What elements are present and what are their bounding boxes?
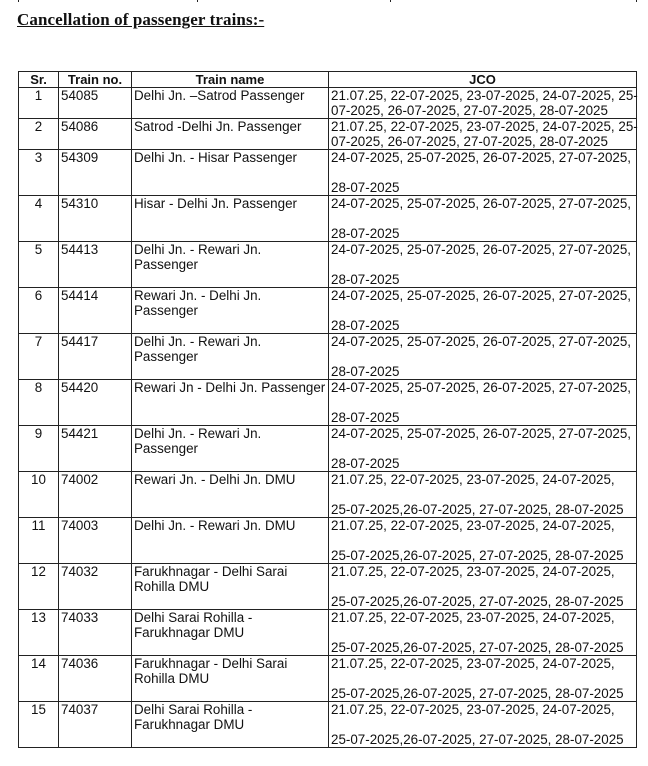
table-row [19,288,637,334]
table-row [19,426,637,472]
cell-sr: 12 [19,564,59,610]
jco-line: 21.07.25, 22-07-2025, 23-07-2025, 24-07-2025, [331,564,615,579]
cell-sr: 4 [19,196,59,242]
table-row [19,334,637,380]
cell-jco [329,380,637,426]
jco-line: 24-07-2025, 25-07-2025, 26-07-2025, 27-07-2025, [331,150,632,165]
table-row [19,119,637,150]
cell-train-no: 74002 [59,472,132,518]
cell-jco [329,334,637,380]
cell-jco [329,88,637,119]
jco-line: 24-07-2025, 25-07-2025, 26-07-2025, 27-07-2025, [331,288,632,303]
cell-jco [329,564,637,610]
jco-line: 25-07-2025,26-07-2025, 27-07-2025, 28-07-2025 [331,686,624,701]
cell-sr: 5 [19,242,59,288]
jco-line: 21.07.25, 22-07-2025, 23-07-2025, 24-07-2025, [331,472,615,487]
table-row [19,656,637,702]
jco-line: 07-2025, 26-07-2025, 27-07-2025, 28-07-2025 [331,103,608,118]
cell-train-name: Farukhnagar - Delhi Sarai Rohilla DMU [132,564,329,610]
page-heading: Cancellation of passenger trains:- [17,10,265,29]
cell-train-no: 54086 [59,119,132,150]
jco-line: 24-07-2025, 25-07-2025, 26-07-2025, 27-07-2025, [331,242,632,257]
cell-train-no: 54417 [59,334,132,380]
cell-train-name: Hisar - Delhi Jn. Passenger [132,196,329,242]
jco-line: 21.07.25, 22-07-2025, 23-07-2025, 24-07-2025, [331,656,615,671]
cell-train-name: Delhi Jn. - Rewari Jn. DMU [132,518,329,564]
cell-train-name: Farukhnagar - Delhi Sarai Rohilla DMU [132,656,329,702]
cell-train-name: Rewari Jn. - Delhi Jn. Passenger [132,288,329,334]
cell-sr: 8 [19,380,59,426]
table-header-row [19,72,637,88]
cell-train-name: Delhi Jn. - Rewari Jn. Passenger [132,426,329,472]
jco-line: 25-07-2025,26-07-2025, 27-07-2025, 28-07-2025 [331,640,624,655]
jco-line: 25-07-2025,26-07-2025, 27-07-2025, 28-07-2025 [331,548,624,563]
previous-table-edge [0,0,648,2]
jco-line: 21.07.25, 22-07-2025, 23-07-2025, 24-07-2025, 25- [331,88,638,103]
cell-jco [329,119,637,150]
cell-train-no: 74032 [59,564,132,610]
cell-jco [329,610,637,656]
cell-train-name: Satrod -Delhi Jn. Passenger [132,119,329,150]
cell-sr: 14 [19,656,59,702]
jco-line: 21.07.25, 22-07-2025, 23-07-2025, 24-07-2025, 25- [331,119,638,134]
jco-line: 28-07-2025 [331,180,400,195]
cell-train-no: 74036 [59,656,132,702]
cell-jco [329,518,637,564]
cell-sr: 3 [19,150,59,196]
table-row [19,610,637,656]
cell-train-name: Delhi Sarai Rohilla - Farukhnagar DMU [132,610,329,656]
table-row [19,702,637,748]
cell-jco [329,426,637,472]
cell-train-name: Delhi Jn. - Hisar Passenger [132,150,329,196]
cell-sr: 13 [19,610,59,656]
cell-jco [329,196,637,242]
jco-line: 25-07-2025,26-07-2025, 27-07-2025, 28-07-2025 [331,502,624,517]
cell-jco [329,150,637,196]
cell-sr: 7 [19,334,59,380]
jco-line: 24-07-2025, 25-07-2025, 26-07-2025, 27-07-2025, [331,196,632,211]
jco-line: 07-2025, 26-07-2025, 27-07-2025, 28-07-2025 [331,134,608,149]
header-jco: JCO [329,72,637,88]
cell-jco [329,242,637,288]
table-row [19,150,637,196]
jco-line: 24-07-2025, 25-07-2025, 26-07-2025, 27-07-2025, [331,426,632,441]
cell-train-no: 54421 [59,426,132,472]
jco-line: 21.07.25, 22-07-2025, 23-07-2025, 24-07-2025, [331,610,615,625]
cell-sr: 9 [19,426,59,472]
table-row [19,242,637,288]
table-row [19,472,637,518]
jco-line: 28-07-2025 [331,226,400,241]
cell-train-no: 54085 [59,88,132,119]
cell-train-no: 54310 [59,196,132,242]
table-row [19,380,637,426]
jco-line: 28-07-2025 [331,272,400,287]
cell-train-no: 54414 [59,288,132,334]
cell-sr: 2 [19,119,59,150]
jco-line: 28-07-2025 [331,456,400,471]
cell-jco [329,472,637,518]
cell-train-name: Delhi Jn. - Rewari Jn. Passenger [132,242,329,288]
header-sr: Sr. [19,72,59,88]
table-row [19,196,637,242]
jco-line: 28-07-2025 [331,410,400,425]
cell-train-name: Delhi Jn. –Satrod Passenger [132,88,329,119]
cell-sr: 11 [19,518,59,564]
cell-train-name: Rewari Jn. - Delhi Jn. DMU [132,472,329,518]
cell-train-no: 54413 [59,242,132,288]
table-row [19,564,637,610]
jco-line: 25-07-2025,26-07-2025, 27-07-2025, 28-07-2025 [331,732,624,747]
cell-train-name: Delhi Sarai Rohilla - Farukhnagar DMU [132,702,329,748]
jco-line: 24-07-2025, 25-07-2025, 26-07-2025, 27-07-2025, [331,380,632,395]
cell-train-name: Rewari Jn - Delhi Jn. Passenger [132,380,329,426]
jco-line: 28-07-2025 [331,364,400,379]
cell-train-name: Delhi Jn. - Rewari Jn. Passenger [132,334,329,380]
cell-sr: 10 [19,472,59,518]
jco-line: 25-07-2025,26-07-2025, 27-07-2025, 28-07-2025 [331,594,624,609]
table-row [19,518,637,564]
cell-train-no: 54309 [59,150,132,196]
header-train-name: Train name [132,72,329,88]
jco-line: 28-07-2025 [331,318,400,333]
cell-jco [329,656,637,702]
cell-jco [329,702,637,748]
table-row [19,88,637,119]
cell-jco [329,288,637,334]
jco-line: 24-07-2025, 25-07-2025, 26-07-2025, 27-07-2025, [331,334,632,349]
header-train-no: Train no. [59,72,132,88]
cell-sr: 15 [19,702,59,748]
cell-sr: 6 [19,288,59,334]
cell-train-no: 54420 [59,380,132,426]
cell-train-no: 74033 [59,610,132,656]
cancellation-table [18,71,637,748]
cell-train-no: 74003 [59,518,132,564]
cell-sr: 1 [19,88,59,119]
jco-line: 21.07.25, 22-07-2025, 23-07-2025, 24-07-2025, [331,702,615,717]
cell-train-no: 74037 [59,702,132,748]
jco-line: 21.07.25, 22-07-2025, 23-07-2025, 24-07-2025, [331,518,615,533]
